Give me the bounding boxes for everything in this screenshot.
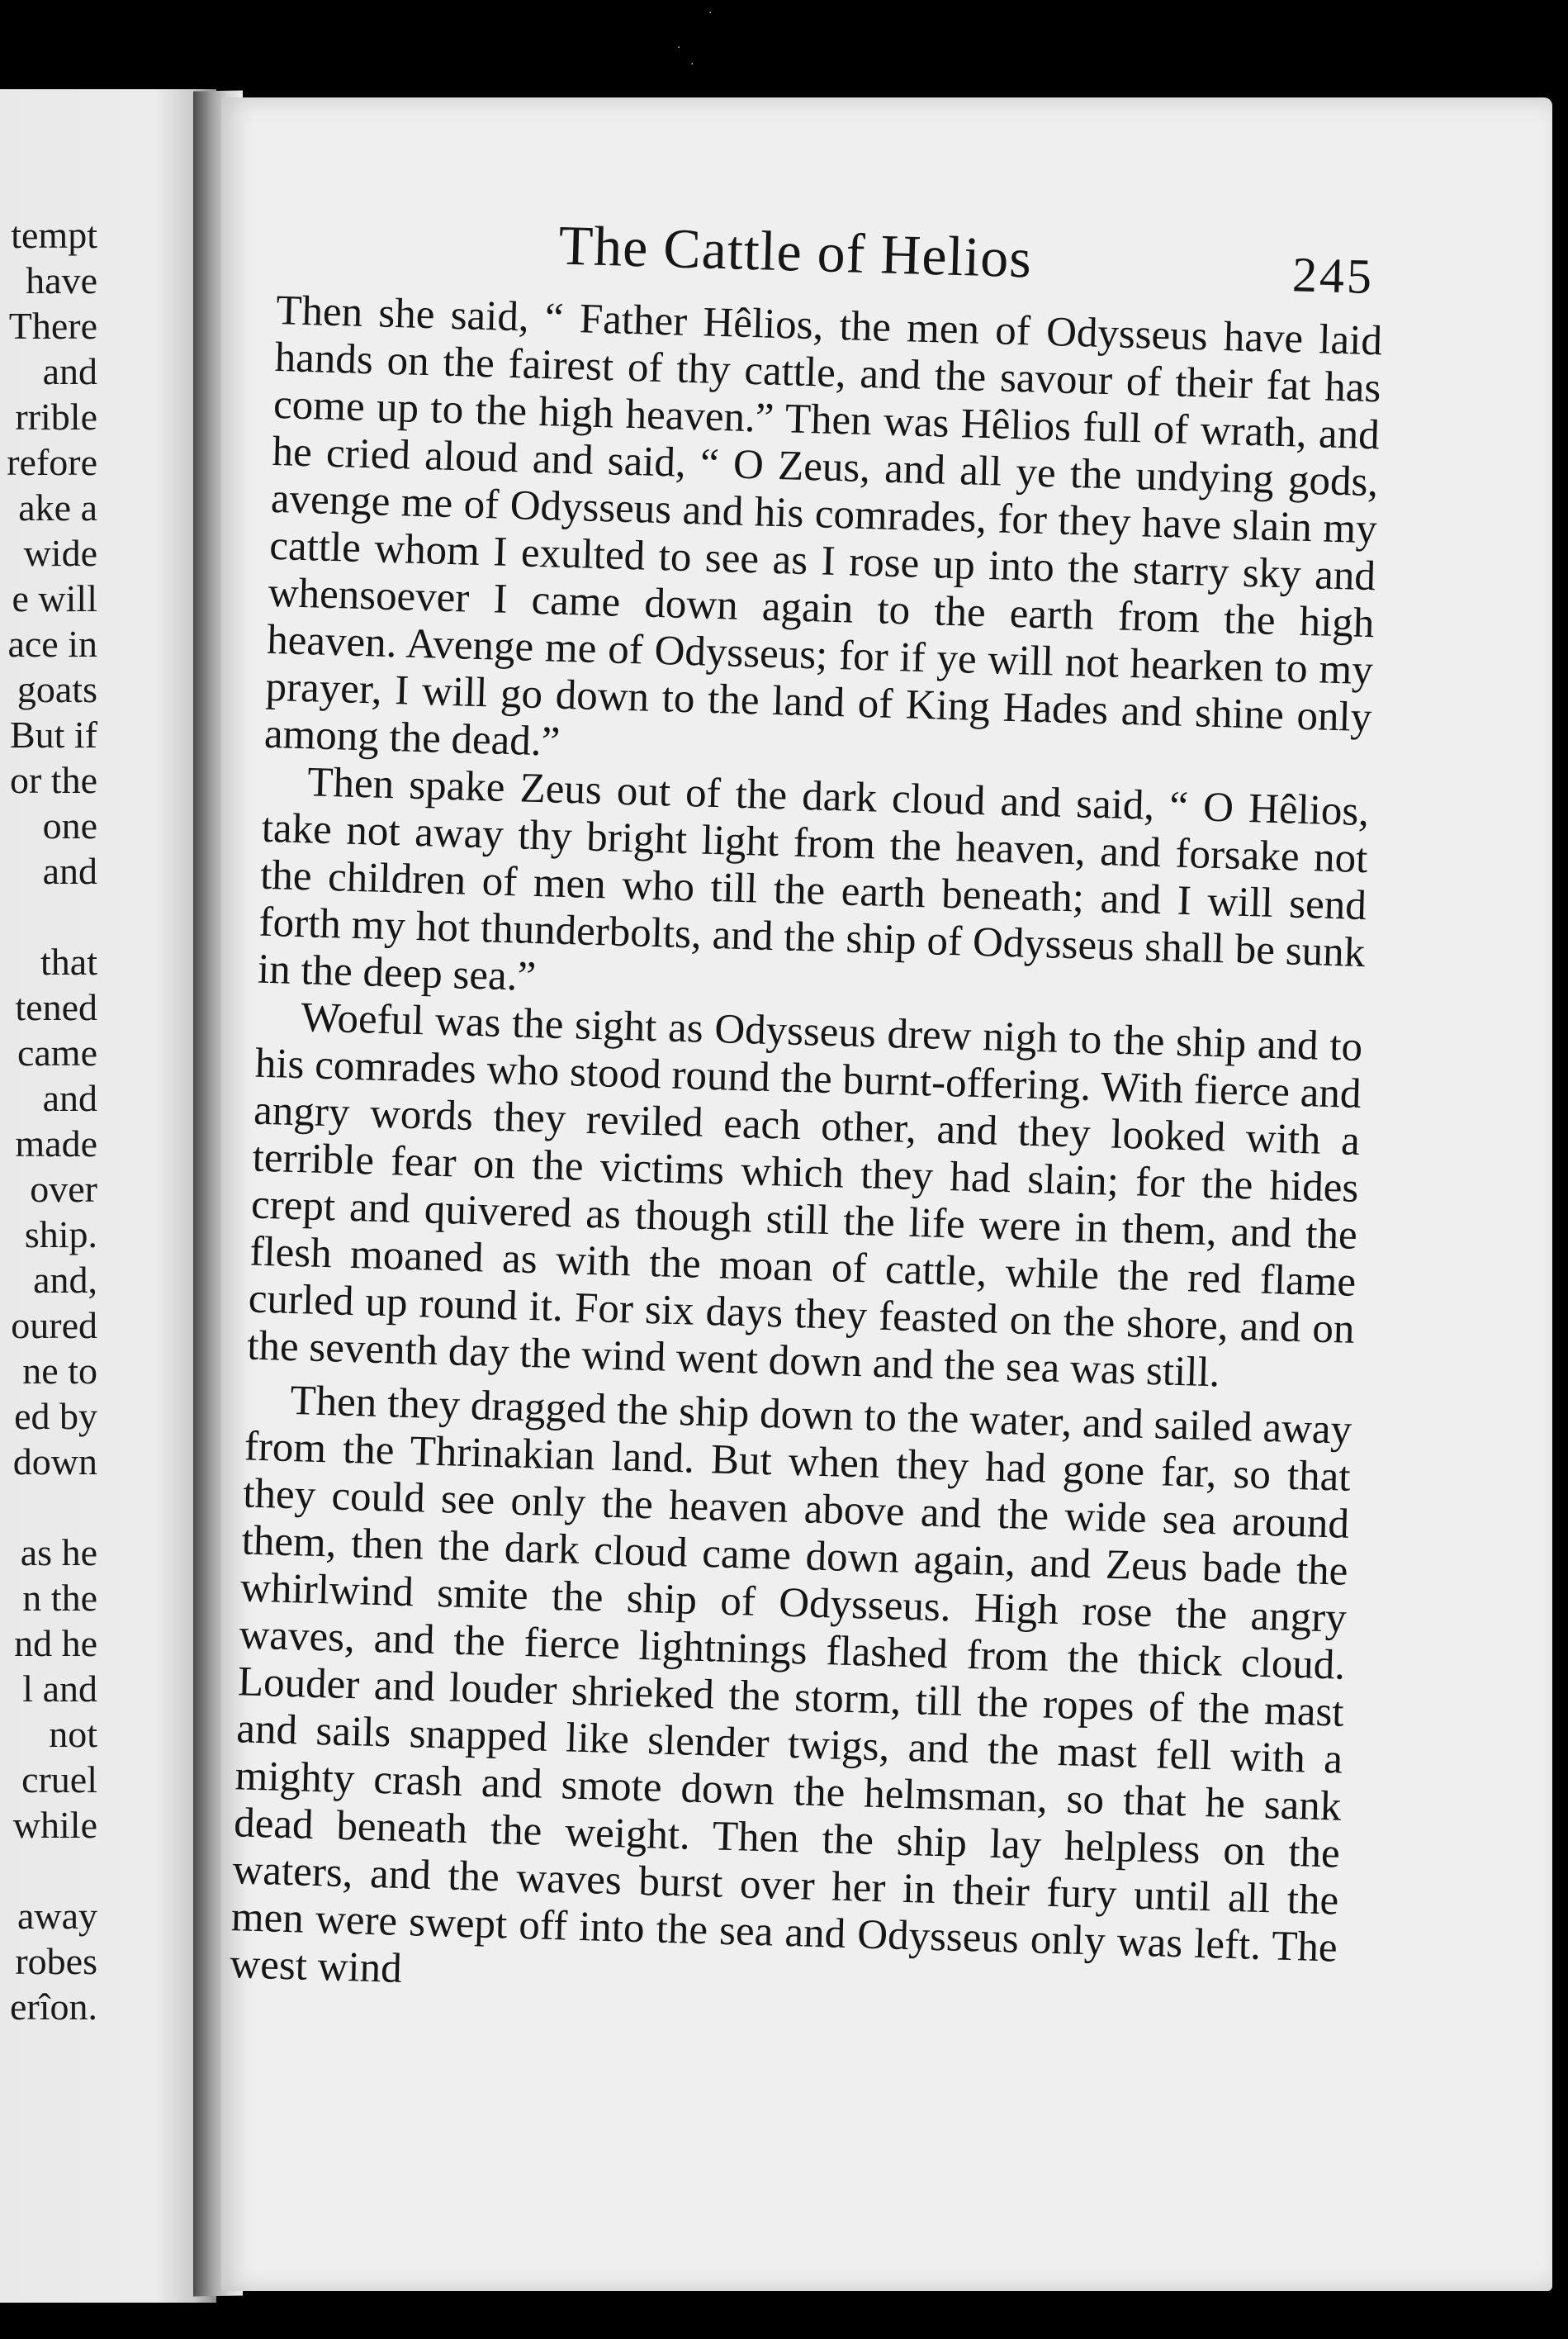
page-number: 245 [1291, 247, 1376, 305]
facing-page-line-fragment: while [12, 1804, 97, 1846]
facing-page-line-fragment: ake a [18, 486, 97, 529]
running-head-title: The Cattle of Helios [557, 213, 1033, 290]
facing-page-line-fragment: oured [11, 1304, 97, 1346]
facing-page-line-fragment: as he [20, 1531, 97, 1573]
facing-page-line-fragment: ne to [22, 1350, 97, 1392]
facing-page-line-fragment: wide [23, 532, 97, 574]
book-page-right [221, 97, 1552, 2291]
facing-page-line-fragment: and [42, 1077, 97, 1119]
facing-page-line-fragment: have [26, 259, 97, 301]
scan-speck: · [708, 7, 713, 20]
page-text-block [230, 205, 1386, 2019]
scan-speck: · [690, 58, 694, 71]
facing-page-line-fragment: made [15, 1122, 97, 1165]
facing-page-line-fragment: nd he [14, 1622, 97, 1664]
facing-page-line-fragment: not [49, 1713, 97, 1755]
facing-page-line-fragment: down [12, 1440, 97, 1483]
facing-page-line-fragment: that [40, 941, 97, 983]
facing-page-line-fragment: ed by [14, 1395, 97, 1437]
facing-page-line-fragment: l and [22, 1668, 97, 1710]
facing-page-line-fragment: tempt [11, 214, 97, 256]
facing-page-line-fragment: and [42, 850, 97, 892]
facing-page-line-fragment: tened [15, 986, 97, 1028]
scan-speck: · [677, 41, 681, 55]
facing-page-line-fragment: ship. [24, 1213, 97, 1255]
facing-page-line-fragment: and, [33, 1259, 97, 1301]
paragraph: Then she said, “ Father Hêlios, the men of Odysseus have laid hands on the fairest of thy cattle, and the savour of their fat has come up to the high heaven.” Then was Hêlios full of wrath, and he cried aloud and said, “ O Zeus, and all ye the undying gods, avenge me of Odysseus and his comrades, for they have slain my cattle whom I exulted to see as I rose up into the starry sky and whensoever I came down again to the earth from the high heaven. Avenge me of Odysseus; for if ye will not hearken to my prayer, I will go down to the land of King Hades and shine only among the dead.” [263, 287, 1383, 766]
paragraph: Then spake Zeus out of the dark cloud and said, “ O Hêlios, take not away thy bright light from the heaven, and forsake not the children of men who till the earth beneath; and I will send forth my hot thunderbolts, and the ship of Odysseus shall be sunk in the deep sea.” [257, 759, 1370, 1001]
facing-page-line-fragment: robes [15, 1940, 97, 1982]
facing-page-line-fragment: e will [12, 577, 97, 619]
facing-page-line-fragment: goats [17, 668, 97, 710]
facing-page-line-fragment: over [30, 1168, 97, 1210]
facing-page-line-fragment: and [42, 350, 97, 392]
facing-page-line-fragment: away [17, 1895, 97, 1937]
facing-page-line-fragment: n the [22, 1577, 97, 1619]
facing-page-line-fragment: But if [9, 714, 97, 756]
facing-page-line-fragment: cruel [21, 1758, 97, 1801]
facing-page-text [0, 89, 101, 2303]
facing-page-line-fragment: rrible [15, 396, 97, 438]
facing-page-line-fragment: ace in [7, 623, 97, 665]
facing-page-line-fragment: refore [7, 441, 97, 483]
facing-page-line-fragment: came [17, 1032, 97, 1074]
facing-page-line-fragment: There [8, 305, 97, 347]
facing-page-line-fragment: erîon. [9, 1986, 97, 2028]
facing-page-left [0, 89, 216, 2303]
facing-page-line-fragment: one [42, 804, 97, 847]
facing-page-line-fragment: or the [9, 759, 97, 801]
paragraph: Then they dragged the ship down to the water, and sailed away from the Thrinakian land. But when they had gone far, so that they could see only the heaven above and the wide sea around them, then the dark cloud came down again, and Zeus bade the whirlwind smite the ship of Odysseus. High rose the angry waves, and the fierce lightnings flashed from the thick cloud. Louder and louder shrieked the storm, till the ropes of the mast and sails snapped like slender twigs, and the mast fell with a mighty crash and smote down the helmsman, so that he sank dead beneath the weight. Then the ship lay helpless on the waters, and the waves burst over her in their fury until all the men were swept off into the sea and Odysseus only was left. The west wind [229, 1377, 1352, 1992]
paragraph: Woeful was the sight as Odysseus drew nigh to the ship and to his comrades who stood round the burnt-offering. With fierce and angry words they reviled each other, and they looked with a terrible fear on the victims which they had slain; for the hides crept and quivered as though still the life were in them, and the flesh moaned as with the moan of cattle, while the red flame curled up round it. For six days they feasted on the shore, and on the seventh day the wind went down and the sea was still. [246, 994, 1363, 1397]
